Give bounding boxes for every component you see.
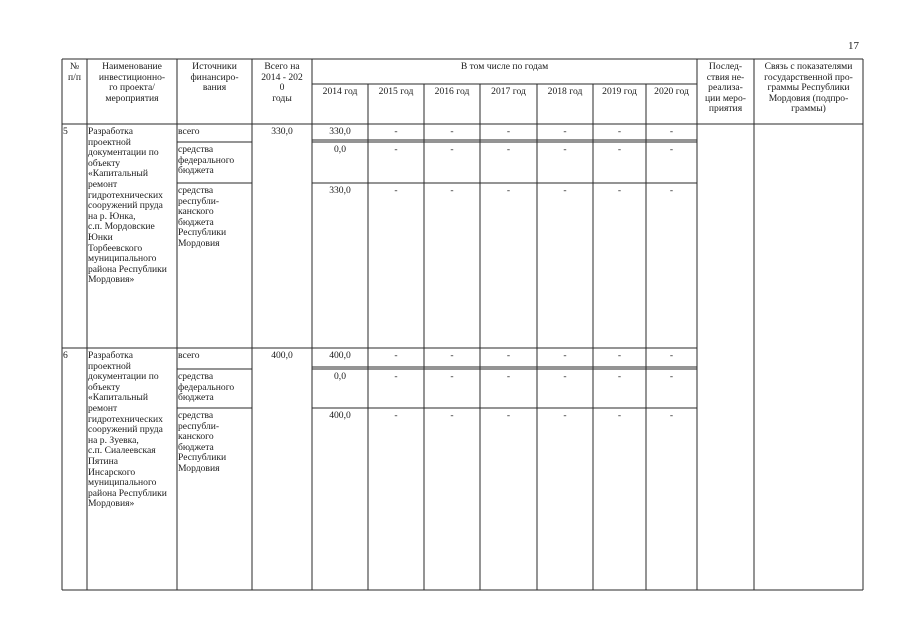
row-total: 400,0 xyxy=(271,350,293,361)
header-consequences: Послед- ствия не- реализа- ции меро- приятия xyxy=(705,61,746,115)
row-value: - xyxy=(450,371,454,382)
row-value: - xyxy=(669,371,674,382)
header-num: № п/п xyxy=(68,61,81,83)
row-value: - xyxy=(563,126,567,137)
header-year-2020: 2020 год xyxy=(654,86,689,97)
header-name: Наименование инвестиционно- го проекта/ мероприятия xyxy=(98,61,166,104)
row-value: - xyxy=(394,410,398,421)
row-source: средства федерального бюджета xyxy=(178,371,235,404)
row-source: средства республи- канского бюджета Республики Мордовия xyxy=(178,185,227,249)
row-name: Разработка проектной документации по объекту «Капитальный ремонт гидротехнических сооружений пруда на р. Юнка, с.п. Мордовские Юнки Торбеевского муниципального района Республики Мордовия» xyxy=(88,126,167,286)
row-value: 330,0 xyxy=(329,126,351,137)
row-source: средства республи- канского бюджета Республики Мордовия xyxy=(178,410,227,474)
row-num: 5 xyxy=(63,126,68,137)
row-value: - xyxy=(617,350,622,361)
header-sources: Источники финансиро- вания xyxy=(190,61,239,94)
row-value: - xyxy=(506,185,511,196)
row-value: - xyxy=(617,144,622,155)
row-total: 330,0 xyxy=(271,126,293,137)
row-value: - xyxy=(563,371,567,382)
row-value: 400,0 xyxy=(329,350,351,361)
row-value: - xyxy=(669,350,674,361)
row-value: - xyxy=(394,185,398,196)
row-value: - xyxy=(563,144,567,155)
row-value: - xyxy=(669,144,674,155)
row-value: - xyxy=(669,410,674,421)
row-value: - xyxy=(617,371,622,382)
row-value: - xyxy=(450,185,454,196)
row-value: - xyxy=(617,410,622,421)
header-by-years: В том числе по годам xyxy=(460,61,549,72)
row-value: - xyxy=(450,144,454,155)
row-value: - xyxy=(506,371,511,382)
row-source: всего xyxy=(178,126,200,137)
row-source: средства федерального бюджета xyxy=(178,144,235,177)
header-link: Связь с показателями государственной про- граммы Республики Мордовия (подпро- граммы) xyxy=(764,61,853,115)
row-value: - xyxy=(506,410,511,421)
page-number: 17 xyxy=(848,40,859,52)
row-value: - xyxy=(563,410,567,421)
row-value: 400,0 xyxy=(329,410,351,421)
row-value: - xyxy=(450,350,454,361)
row-value: - xyxy=(394,350,398,361)
row-value: - xyxy=(563,350,567,361)
header-year-2015: 2015 год xyxy=(378,86,414,97)
row-value: 0,0 xyxy=(334,144,346,155)
row-value: - xyxy=(506,144,511,155)
row-value: - xyxy=(394,126,398,137)
row-value: - xyxy=(669,185,674,196)
header-year-2016: 2016 год xyxy=(434,86,470,97)
row-num: 6 xyxy=(63,350,68,361)
row-source: всего xyxy=(178,350,200,361)
row-value: - xyxy=(617,185,622,196)
header-year-2014: 2014 год xyxy=(322,86,358,97)
row-name: Разработка проектной документации по объекту «Капитальный ремонт гидротехнических сооружений пруда на р. Зуевка, с.п. Сиалеевская Пятина Инсарского муниципального района Республики Мордовия» xyxy=(88,350,167,510)
row-value: - xyxy=(617,126,622,137)
header-year-2017: 2017 год xyxy=(491,86,526,97)
row-value: - xyxy=(563,185,567,196)
row-value: - xyxy=(506,350,511,361)
row-value: 0,0 xyxy=(334,371,346,382)
row-value: - xyxy=(394,144,398,155)
row-value: - xyxy=(394,371,398,382)
row-value: - xyxy=(450,126,454,137)
header-year-2019: 2019 год xyxy=(602,86,637,97)
row-value: - xyxy=(450,410,454,421)
header-total: Всего на 2014 - 202 0 годы xyxy=(261,61,303,104)
header-year-2018: 2018 год xyxy=(547,86,583,97)
row-value: - xyxy=(669,126,674,137)
row-value: 330,0 xyxy=(329,185,351,196)
row-value: - xyxy=(506,126,511,137)
